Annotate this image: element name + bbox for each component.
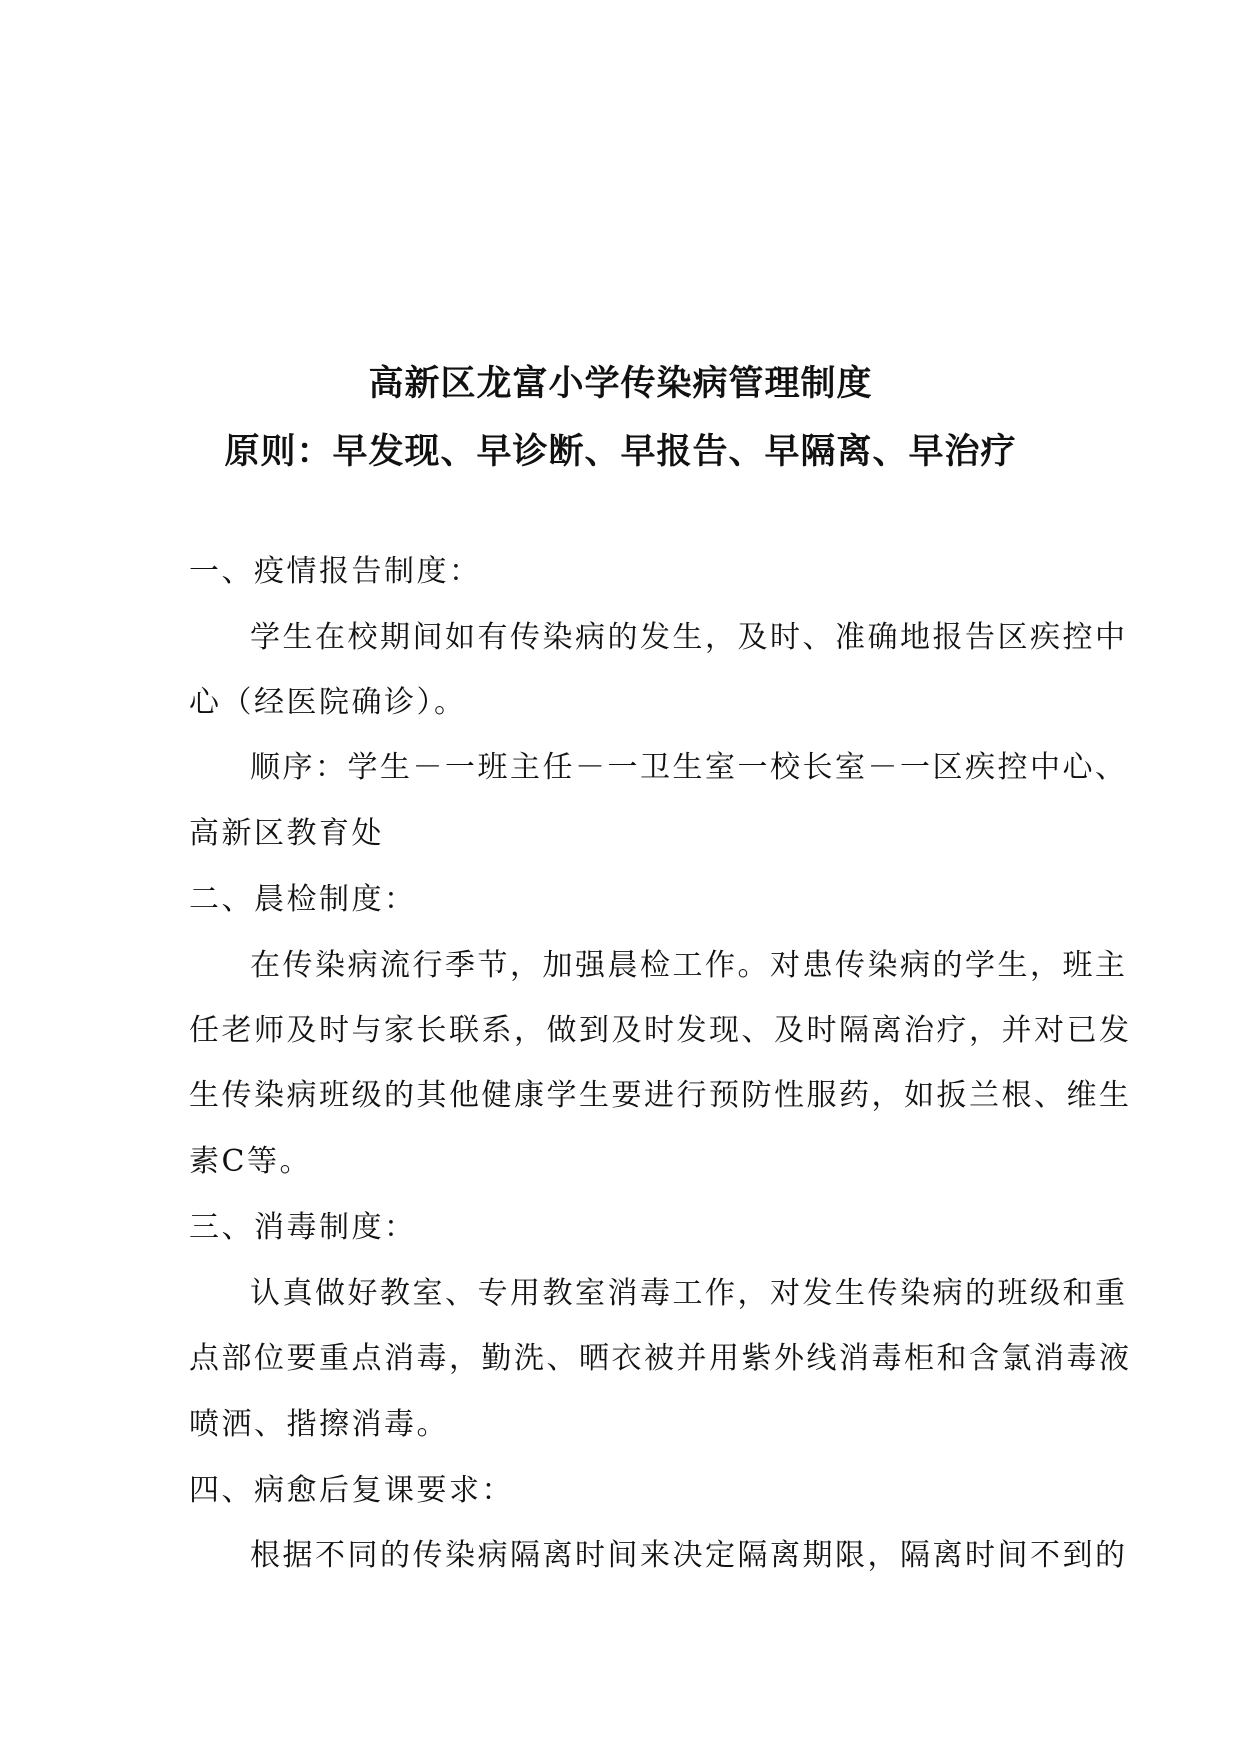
- section-heading-disinfection: 三、消毒制度：: [189, 1210, 417, 1245]
- section-heading-epidemic-report: 一、疫情报告制度：: [189, 554, 482, 589]
- section-heading-return-to-class: 四、病愈后复课要求：: [189, 1473, 514, 1508]
- section-heading-morning-check: 二、晨检制度：: [189, 882, 417, 917]
- paragraph-line: 点部位要重点消毒，勤洗、晒衣被并用紫外线消毒柜和含氯消毒液: [189, 1341, 1132, 1376]
- paragraph-line: 素C等。: [189, 1144, 312, 1179]
- paragraph-line: 认真做好教室、专用教室消毒工作，对发生传染病的班级和重: [250, 1276, 1128, 1311]
- paragraph-line: 在传染病流行季节，加强晨检工作。对患传染病的学生，班主: [250, 948, 1128, 983]
- document-title: 高新区龙富小学传染病管理制度: [368, 363, 873, 404]
- paragraph-line: 高新区教育处: [189, 816, 384, 851]
- document-subtitle: 原则：早发现、早诊断、早报告、早隔离、早治疗: [224, 431, 1017, 472]
- paragraph-line: 生传染病班级的其他健康学生要进行预防性服药，如扳兰根、维生: [189, 1078, 1132, 1113]
- paragraph-line: 根据不同的传染病隔离时间来决定隔离期限，隔离时间不到的: [250, 1538, 1128, 1573]
- paragraph-line: 学生在校期间如有传染病的发生，及时、准确地报告区疾控中: [250, 620, 1128, 655]
- paragraph-line: 喷洒、揩擦消毒。: [189, 1407, 449, 1442]
- paragraph-line: 顺序：学生－一班主任－一卫生室一校长室－一区疾控中心、: [250, 750, 1128, 785]
- paragraph-line: 心（经医院确诊）。: [189, 685, 467, 720]
- paragraph-line: 任老师及时与家长联系，做到及时发现、及时隔离治疗，并对已发: [189, 1013, 1132, 1048]
